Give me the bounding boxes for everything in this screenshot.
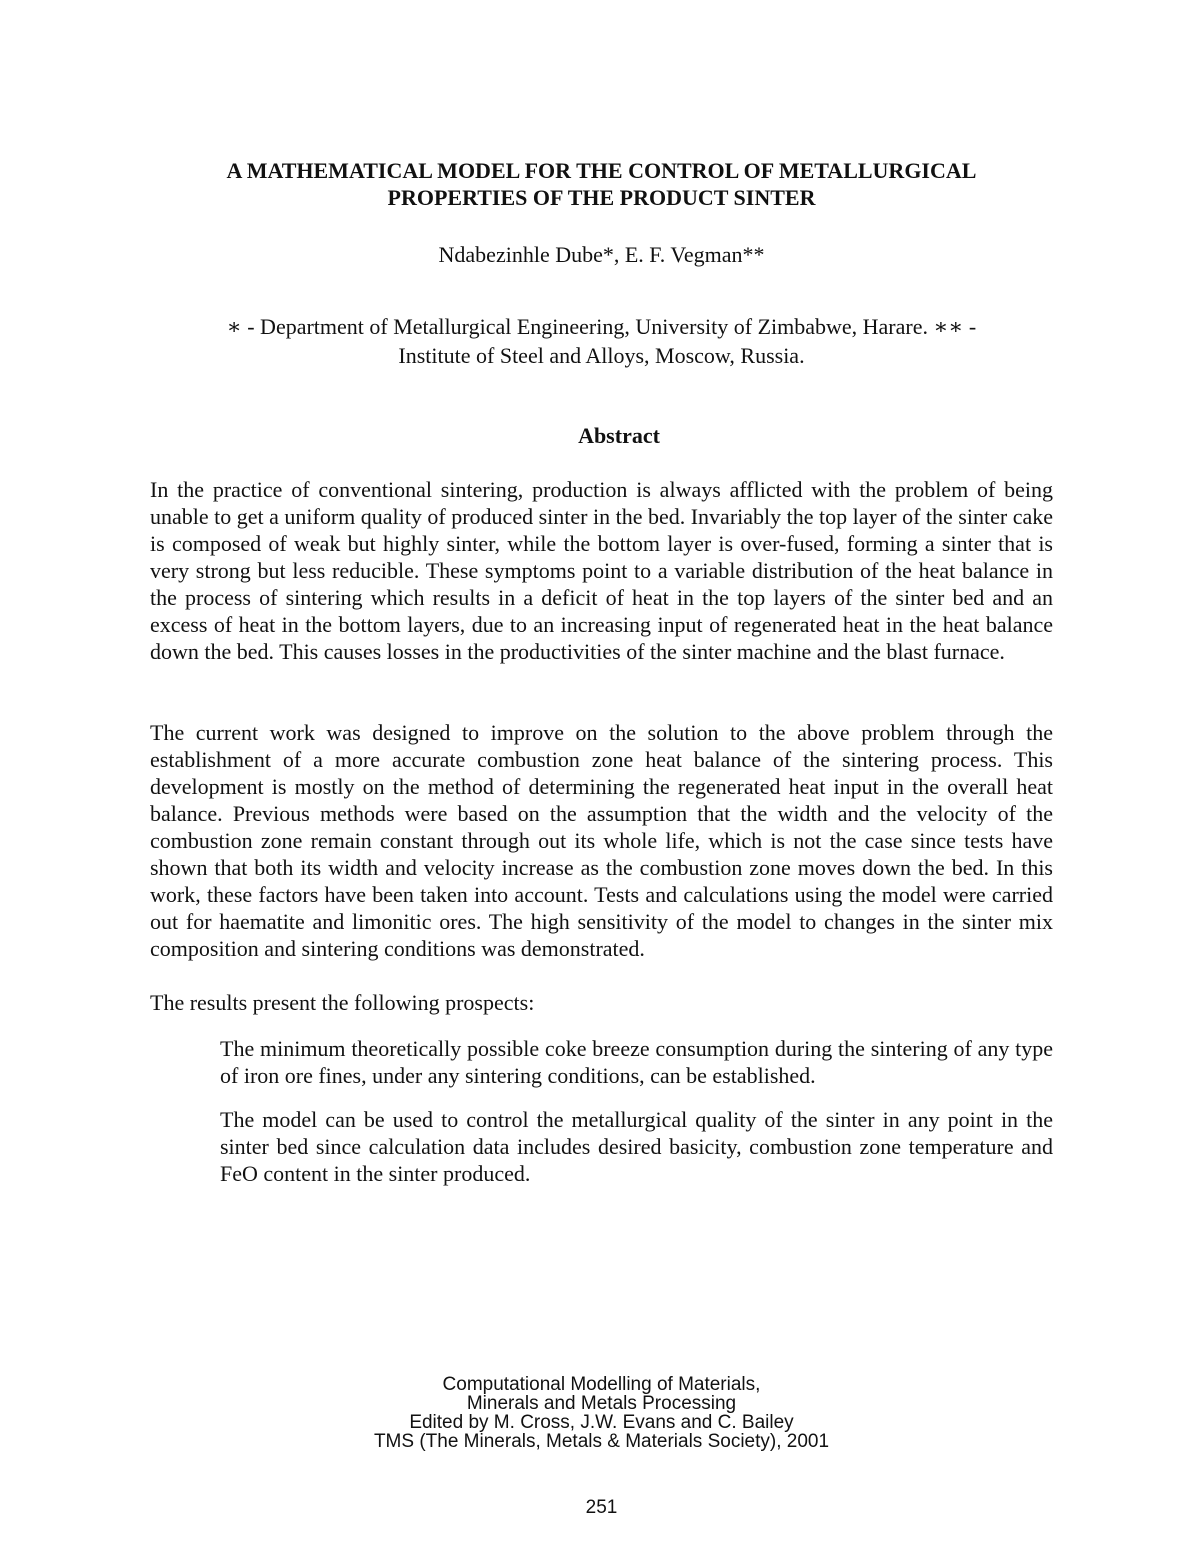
paper-title: [150, 157, 1053, 211]
abstract-paragraph: The current work was designed to improve on the solution to the above problem through the establishment of a more accurate combustion zone heat balance of the sintering process. This development is mostly on the method of determining the regenerated heat input in the overall heat balance. Previous methods were based on the assumption that the width and the velocity of the combustion zone remain constant through out its whole life, which is not the case since tests have shown that both its width and velocity increase as the combustion zone moves down the bed. In this work, these factors have been taken into account. Tests and calculations using the model were carried out for haematite and limonitic ores. The high sensitivity of the model to changes in the sinter mix composition and sintering conditions was demonstrated.: [150, 720, 1053, 961]
affiliation-line-1: ∗ - Department of Metallurgical Engineering, University of Zimbabwe, Harare. ∗∗ -: [226, 314, 977, 339]
prospect-item: The minimum theoretically possible coke breeze consumption during the sintering of any type of iron ore fines, under any sintering conditions, can be established.: [220, 1036, 1053, 1088]
prospects-intro: The results present the following prospects:: [150, 990, 535, 1015]
prospect-item: The model can be used to control the metallurgical quality of the sinter in any point in the sinter bed since calculation data includes desired basicity, combustion zone temperature and FeO content in the sinter produced.: [220, 1107, 1053, 1186]
footer-line: Edited by M. Cross, J.W. Evans and C. Bailey: [409, 1412, 794, 1433]
author-list: Ndabezinhle Dube*, E. F. Vegman**: [438, 242, 765, 267]
footer-line: TMS (The Minerals, Metals & Materials Society), 2001: [373, 1431, 830, 1452]
page-number: 251: [585, 1497, 618, 1518]
title-line-2: PROPERTIES OF THE PRODUCT SINTER: [387, 185, 816, 210]
abstract-heading: Abstract: [578, 423, 660, 448]
footer-line: Minerals and Metals Processing: [466, 1393, 737, 1414]
affiliation-block: [150, 312, 1053, 370]
publication-footer: [150, 1375, 1053, 1451]
abstract-paragraph: In the practice of conventional sintering, production is always afflicted with the problem of being unable to get a uniform quality of produced sinter in the bed. Invariably the top layer of the sinter cake is composed of weak but highly sinter, while the bottom layer is over-fused, forming a sinter that is very strong but less reducible. These symptoms point to a variable distribution of the heat balance in the process of sintering which results in a deficit of heat in the top layers of the sinter bed and an excess of heat in the bottom layers, due to an increasing input of regenerated heat in the heat balance down the bed. This causes losses in the productivities of the sinter machine and the blast furnace.: [150, 477, 1053, 664]
footer-line: Computational Modelling of Materials,: [442, 1374, 761, 1395]
title-line-1: A MATHEMATICAL MODEL FOR THE CONTROL OF METALLURGICAL: [226, 158, 977, 183]
affiliation-line-2: Institute of Steel and Alloys, Moscow, Russia.: [398, 343, 805, 368]
